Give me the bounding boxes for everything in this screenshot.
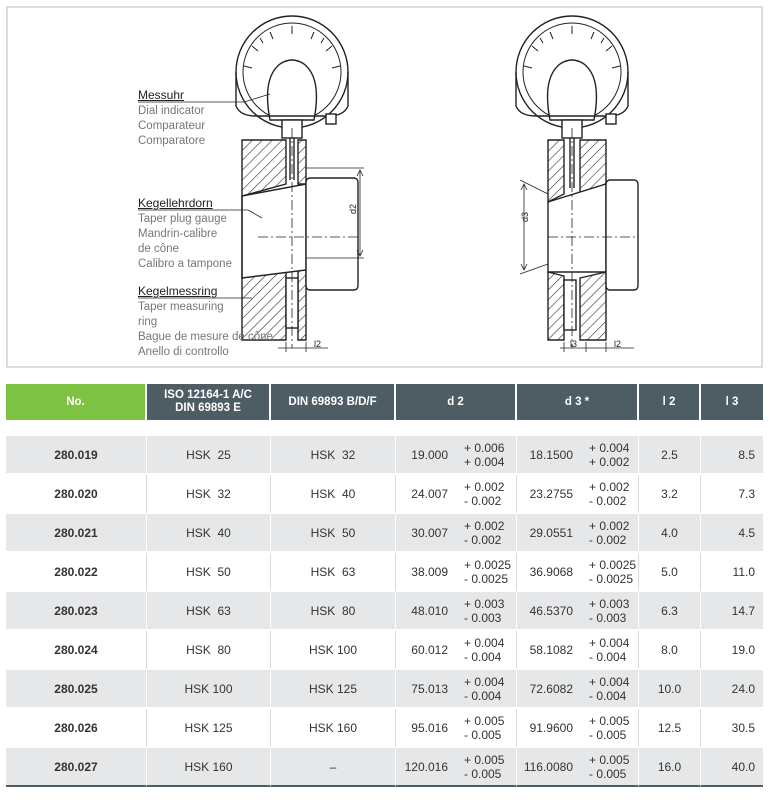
- dim-d2-label: d2: [348, 203, 358, 214]
- cell-d2: 60.012: [396, 631, 456, 670]
- d2-tol-upper: + 0.003: [464, 596, 505, 611]
- label-taper-measuring-ring-it: Anello di controllo: [138, 346, 229, 358]
- cell-no: 280.025: [6, 670, 147, 709]
- d2-tol-lower: - 0.005: [464, 727, 502, 742]
- d2-tol-lower: - 0.002: [464, 493, 502, 508]
- d3-tol-lower: - 0.0025: [589, 571, 634, 586]
- d3-tol-upper: + 0.004: [589, 440, 630, 455]
- cell-l3: 7.3: [701, 475, 763, 514]
- cell-no: 280.022: [6, 553, 147, 592]
- spec-table: [6, 384, 763, 787]
- d2-tol-upper: + 0.002: [464, 479, 505, 494]
- d3-tol-upper: + 0.005: [589, 752, 630, 767]
- d3-tol-upper: + 0.004: [589, 635, 630, 650]
- cell-l3: 4.5: [701, 514, 763, 553]
- dim-l2-right-label: l2: [614, 339, 622, 349]
- cell-iso: HSK 80: [147, 631, 271, 670]
- d2-tol-lower: + 0.004: [464, 454, 505, 469]
- col-header-l3: l 3: [701, 384, 763, 420]
- label-taper-measuring-ring-de: Kegelmessring: [138, 284, 218, 298]
- cell-d3: 36.9068: [517, 553, 581, 592]
- d2-tol-lower: - 0.004: [464, 688, 502, 703]
- label-taper-measuring-ring-en-2: ring: [138, 316, 158, 328]
- cell-iso: HSK 40: [147, 514, 271, 553]
- table-row: [6, 631, 763, 670]
- cell-din: HSK 63: [271, 553, 396, 592]
- label-taper-plug-gauge: [138, 196, 232, 272]
- dim-l2-left-label: l2: [314, 339, 322, 349]
- cell-d3-tolerance: [581, 631, 639, 670]
- cell-no: 280.020: [6, 475, 147, 514]
- cell-l2: 12.5: [639, 709, 701, 748]
- cell-d3: 72.6082: [517, 670, 581, 709]
- cell-d3: 91.9600: [517, 709, 581, 748]
- cell-din: –: [271, 748, 396, 787]
- cell-iso: HSK 50: [147, 553, 271, 592]
- d3-tol-upper: + 0.0025: [589, 557, 637, 572]
- cell-l3: 40.0: [701, 748, 763, 787]
- d3-tol-lower: + 0.002: [589, 454, 630, 469]
- table-header-row: [6, 384, 763, 420]
- cell-d3-tolerance: [581, 748, 639, 787]
- label-taper-measuring-ring-en-1: Taper measuring: [138, 301, 224, 313]
- cell-d3: 46.5370: [517, 592, 581, 631]
- cell-iso: HSK 32: [147, 475, 271, 514]
- d3-tol-lower: - 0.002: [589, 532, 627, 547]
- label-taper-plug-gauge-en: Taper plug gauge: [138, 213, 227, 225]
- col-header-iso: [147, 384, 271, 420]
- cell-d3-tolerance: [581, 709, 639, 748]
- cell-d2-tolerance: [456, 631, 517, 670]
- table-row: [6, 709, 763, 748]
- cell-iso: HSK 25: [147, 436, 271, 475]
- cell-din: HSK 160: [271, 709, 396, 748]
- cell-l2: 8.0: [639, 631, 701, 670]
- d2-tol-lower: - 0.005: [464, 766, 502, 781]
- d2-tol-upper: + 0.004: [464, 635, 505, 650]
- cell-no: 280.019: [6, 436, 147, 475]
- d3-tol-upper: + 0.004: [589, 674, 630, 689]
- d2-tol-upper: + 0.004: [464, 674, 505, 689]
- cell-din: HSK 100: [271, 631, 396, 670]
- technical-drawing-panel: [6, 6, 763, 368]
- cell-d2-tolerance: [456, 553, 517, 592]
- cell-din: HSK 125: [271, 670, 396, 709]
- col-header-din: DIN 69893 B/D/F: [271, 384, 396, 420]
- cell-d2: 30.007: [396, 514, 456, 553]
- col-header-no: No.: [6, 384, 147, 420]
- label-dial-indicator: [138, 88, 205, 149]
- cell-no: 280.024: [6, 631, 147, 670]
- cell-l2: 10.0: [639, 670, 701, 709]
- d2-tol-lower: - 0.004: [464, 649, 502, 664]
- cell-d3: 29.0551: [517, 514, 581, 553]
- right-assembly: [516, 16, 638, 352]
- cell-d3: 58.1082: [517, 631, 581, 670]
- cell-l2: 3.2: [639, 475, 701, 514]
- cell-d3: 23.2755: [517, 475, 581, 514]
- table-body: [6, 420, 763, 787]
- cell-d2: 19.000: [396, 436, 456, 475]
- cell-l2: 2.5: [639, 436, 701, 475]
- d3-tol-lower: - 0.005: [589, 766, 627, 781]
- cell-d2: 48.010: [396, 592, 456, 631]
- label-taper-plug-gauge-de: Kegellehrdorn: [138, 196, 213, 210]
- col-header-d2: d 2: [396, 384, 517, 420]
- d3-tol-upper: + 0.002: [589, 518, 630, 533]
- cell-d3-tolerance: [581, 592, 639, 631]
- d2-tol-upper: + 0.006: [464, 440, 505, 455]
- cell-l3: 14.7: [701, 592, 763, 631]
- label-taper-plug-gauge-it: Calibro a tampone: [138, 258, 232, 270]
- label-taper-plug-gauge-fr-1: Mandrin-calibre: [138, 228, 218, 240]
- cell-d3-tolerance: [581, 475, 639, 514]
- cell-d3: 18.1500: [517, 436, 581, 475]
- d3-tol-lower: - 0.002: [589, 493, 627, 508]
- cell-no: 280.023: [6, 592, 147, 631]
- d3-tol-upper: + 0.003: [589, 596, 630, 611]
- table-row: [6, 475, 763, 514]
- d2-tol-lower: - 0.0025: [464, 571, 509, 586]
- cell-d2-tolerance: [456, 436, 517, 475]
- d3-tol-lower: - 0.004: [589, 649, 627, 664]
- label-taper-measuring-ring-fr: Bague de mesure de cône: [138, 331, 273, 343]
- cell-din: HSK 50: [271, 514, 396, 553]
- cell-d3-tolerance: [581, 514, 639, 553]
- d2-tol-lower: - 0.002: [464, 532, 502, 547]
- cell-d2: 75.013: [396, 670, 456, 709]
- col-header-d3: d 3 *: [517, 384, 639, 420]
- label-taper-plug-gauge-fr-2: de cône: [138, 243, 179, 255]
- label-dial-indicator-it: Comparatore: [138, 135, 206, 147]
- label-dial-indicator-en: Dial indicator: [138, 105, 205, 117]
- cell-d2-tolerance: [456, 709, 517, 748]
- cell-d2: 95.016: [396, 709, 456, 748]
- cell-l3: 19.0: [701, 631, 763, 670]
- cell-d3-tolerance: [581, 436, 639, 475]
- d3-tol-upper: + 0.005: [589, 713, 630, 728]
- cell-l2: 4.0: [639, 514, 701, 553]
- table-row: [6, 514, 763, 553]
- cell-d2-tolerance: [456, 748, 517, 787]
- table-row: [6, 436, 763, 475]
- cell-no: 280.021: [6, 514, 147, 553]
- cell-din: HSK 80: [271, 592, 396, 631]
- cell-no: 280.027: [6, 748, 147, 787]
- d3-tol-lower: - 0.003: [589, 610, 627, 625]
- col-header-iso-line2: DIN 69893 E: [175, 402, 241, 414]
- cell-d2-tolerance: [456, 592, 517, 631]
- cell-d3: 116.0080: [517, 748, 581, 787]
- cell-d2-tolerance: [456, 670, 517, 709]
- cell-l3: 11.0: [701, 553, 763, 592]
- cell-d2: 38.009: [396, 553, 456, 592]
- dim-d3-label: d3: [520, 211, 530, 222]
- cell-iso: HSK 63: [147, 592, 271, 631]
- d2-tol-upper: + 0.005: [464, 752, 505, 767]
- cell-d2-tolerance: [456, 514, 517, 553]
- table-row: [6, 748, 763, 787]
- cell-l2: 6.3: [639, 592, 701, 631]
- table-row: [6, 670, 763, 709]
- cell-d2-tolerance: [456, 475, 517, 514]
- d2-tol-lower: - 0.003: [464, 610, 502, 625]
- d3-tol-upper: + 0.002: [589, 479, 630, 494]
- cell-l3: 30.5: [701, 709, 763, 748]
- cell-no: 280.026: [6, 709, 147, 748]
- d3-tol-lower: - 0.005: [589, 727, 627, 742]
- cell-iso: HSK 125: [147, 709, 271, 748]
- dim-l3-label: l3: [570, 339, 578, 349]
- d2-tol-upper: + 0.005: [464, 713, 505, 728]
- col-header-iso-line1: ISO 12164-1 A/C: [164, 389, 252, 401]
- label-dial-indicator-de: Messuhr: [138, 88, 185, 102]
- cell-l2: 16.0: [639, 748, 701, 787]
- table-row: [6, 553, 763, 592]
- cell-iso: HSK 160: [147, 748, 271, 787]
- cell-din: HSK 40: [271, 475, 396, 514]
- table-row: [6, 592, 763, 631]
- d2-tol-upper: + 0.0025: [464, 557, 512, 572]
- col-header-l2: l 2: [639, 384, 701, 420]
- cell-d3-tolerance: [581, 553, 639, 592]
- cell-l2: 5.0: [639, 553, 701, 592]
- cell-l3: 24.0: [701, 670, 763, 709]
- label-dial-indicator-fr: Comparateur: [138, 120, 206, 132]
- cell-l3: 8.5: [701, 436, 763, 475]
- gauge-drawing: [8, 8, 765, 370]
- label-taper-measuring-ring: [138, 284, 273, 360]
- cell-d2: 24.007: [396, 475, 456, 514]
- cell-din: HSK 32: [271, 436, 396, 475]
- cell-d2: 120.016: [396, 748, 456, 787]
- d3-tol-lower: - 0.004: [589, 688, 627, 703]
- cell-d3-tolerance: [581, 670, 639, 709]
- d2-tol-upper: + 0.002: [464, 518, 505, 533]
- cell-iso: HSK 100: [147, 670, 271, 709]
